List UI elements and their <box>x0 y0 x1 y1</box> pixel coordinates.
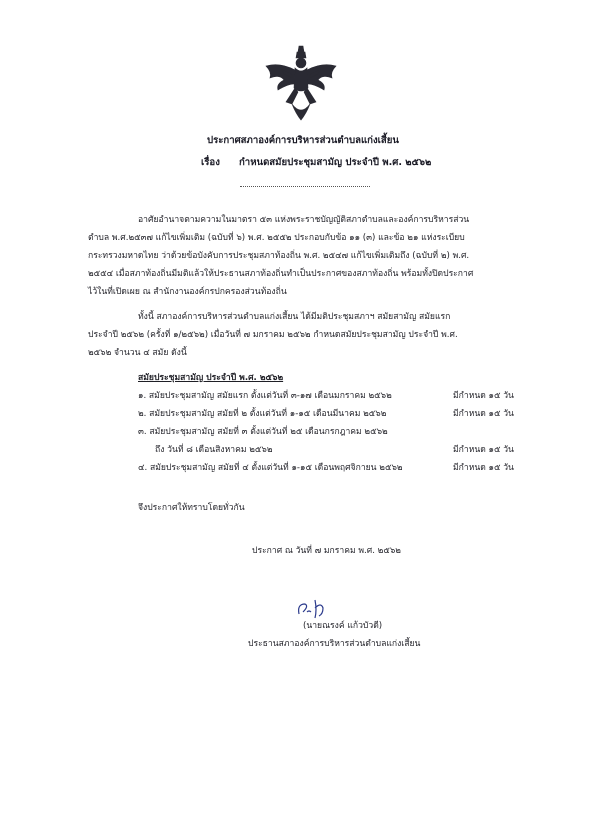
session-item: ๔. สมัยประชุมสามัญ สมัยที่ ๔ ตั้งแต่วันที่ ๑-๑๕ เดือนพฤศจิกายน ๒๕๖๒ <box>138 463 403 473</box>
para1-line: ๒๕๕๔ เมื่อสภาท้องถิ่นมีมติแล้วให้ประธานสภาท้องถิ่นทำเป็นประกาศของสภาท้องถิ่น พร้อมทั้งปิดประกาศ <box>88 269 474 279</box>
session-duration: มีกำหนด ๑๕ วัน <box>453 409 514 419</box>
session-duration: มีกำหนด ๑๕ วัน <box>453 463 514 473</box>
session-item: ถึง วันที่ ๘ เดือนสิงหาคม ๒๕๖๒ <box>155 445 273 455</box>
para1-line: อาศัยอำนาจตามความในมาตรา ๕๓ แห่งพระราชบัญญัติสภาตำบลและองค์การบริหารส่วน <box>138 215 470 225</box>
document-subject: กำหนดสมัยประชุมสามัญ ประจำปี พ.ศ. ๒๕๖๒ <box>239 157 432 168</box>
para2-line: ๒๕๖๒ จำนวน ๔ สมัย ดังนี้ <box>88 348 187 358</box>
dotted-separator <box>240 185 370 187</box>
signer-name: (นายณรงค์ แก้วบัวดี) <box>303 621 383 631</box>
session-item: ๒. สมัยประชุมสามัญ สมัยที่ ๒ ตั้งแต่วันที่ ๑-๑๕ เดือนมีนาคม ๒๕๖๒ <box>138 409 387 419</box>
sessions-heading: สมัยประชุมสามัญ ประจำปี พ.ศ. ๒๕๖๒ <box>138 373 284 383</box>
session-item: ๓. สมัยประชุมสามัญ สมัยที่ ๓ ตั้งแต่วันที่ ๒๕ เดือนกรกฎาคม ๒๕๖๒ <box>138 427 388 437</box>
signature <box>293 596 343 622</box>
document-title: ประกาศสภาองค์การบริหารส่วนตำบลแก่งเสี้ยน <box>207 135 399 146</box>
para1-line: ไว้ในที่เปิดเผย ณ สำนักงานองค์กรปกครองส่วนท้องถิ่น <box>88 287 287 297</box>
para1-line: กระทรวงมหาดไทย ว่าด้วยข้อบังคับการประชุมสภาท้องถิ่น พ.ศ. ๒๕๔๗ แก้ไขเพิ่มเติมถึง (ฉบับที่ ๒) พ.ศ. <box>88 251 470 261</box>
para2-line: ประจำปี ๒๕๖๒ (ครั้งที่ ๑/๒๕๖๒) เมื่อวันที่ ๗ มกราคม ๒๕๖๒ กำหนดสมัยประชุมสามัญ ประจำปี พ.ศ. <box>88 330 458 340</box>
session-item: ๑. สมัยประชุมสามัญ สมัยแรก ตั้งแต่วันที่ ๓-๑๗ เดือนมกราคม ๒๕๖๒ <box>138 391 392 401</box>
para2-line: ทั้งนี้ สภาองค์การบริหารส่วนตำบลแก่งเสี้ยน ได้มีมติประชุมสภาฯ สมัยสามัญ สมัยแรก <box>138 312 451 322</box>
para1-line: ตำบล พ.ศ.๒๕๓๗ แก้ไขเพิ่มเติม (ฉบับที่ ๖) พ.ศ. ๒๕๕๒ ประกอบกับข้อ ๑๑ (๓) และข้อ ๒๑ แห่งระเบียบ <box>88 233 465 243</box>
garuda-emblem <box>262 44 340 122</box>
session-duration: มีกำหนด ๑๕ วัน <box>453 445 514 455</box>
session-duration: มีกำหนด ๑๕ วัน <box>453 391 514 401</box>
closing-statement: จึงประกาศให้ทราบโดยทั่วกัน <box>138 503 245 513</box>
signer-position: ประธานสภาองค์การบริหารส่วนตำบลแก่งเสี้ยน <box>248 639 421 649</box>
announcement-date: ประกาศ ณ วันที่ ๗ มกราคม พ.ศ. ๒๕๖๒ <box>252 546 401 556</box>
subject-label: เรื่อง <box>201 157 220 168</box>
